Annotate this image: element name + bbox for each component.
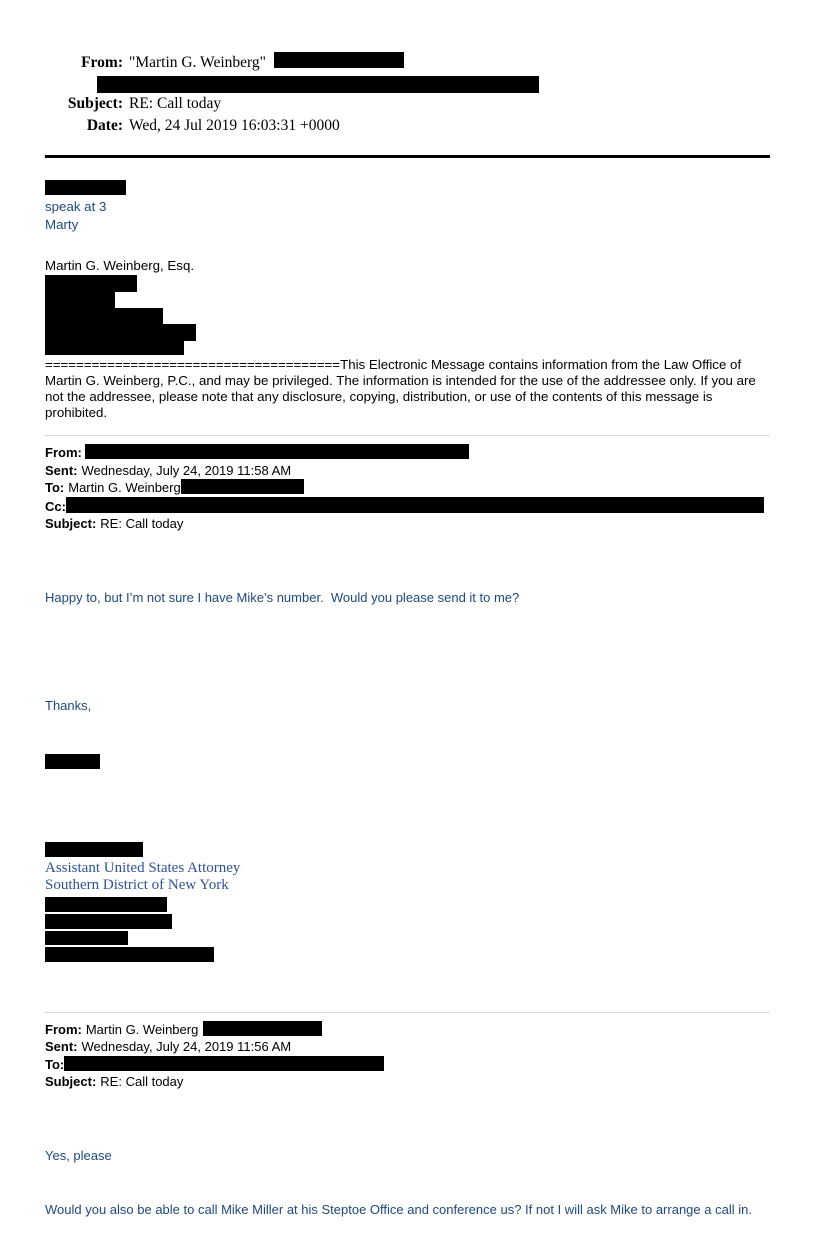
redaction-bar bbox=[181, 479, 304, 494]
subject-value: RE: Call today bbox=[129, 95, 222, 112]
email2-to-row bbox=[45, 479, 770, 497]
email3-to-row bbox=[45, 1056, 770, 1074]
redaction-bar bbox=[45, 292, 115, 308]
sent-label: Sent: bbox=[45, 1039, 78, 1054]
redaction-bar bbox=[66, 497, 764, 513]
from-value: "Martin G. Weinberg" bbox=[129, 54, 266, 71]
redaction-bar bbox=[45, 931, 128, 945]
redaction-bar bbox=[203, 1021, 322, 1036]
redaction-bar bbox=[45, 324, 196, 341]
email1-signature-name: Martin G. Weinberg, Esq. bbox=[45, 258, 195, 273]
from-label: From: bbox=[45, 1021, 82, 1037]
to-value: Martin G. Weinberg bbox=[68, 480, 181, 495]
email3-subject-row bbox=[45, 1073, 770, 1091]
redaction-bar bbox=[45, 914, 172, 929]
email1-disclaimer: ======================================This Electronic Message contains information from the Law Office of Martin G. Weinberg, P.C., and may be privileged. The information is intended for the use of the addressee only. If you are not the addressee, please note that any disclosure, copying, distribution, or use of the contents of this message is prohibited. bbox=[45, 357, 756, 420]
email-divider bbox=[45, 435, 770, 436]
blank-line bbox=[45, 234, 770, 257]
signature-title: Assistant United States Attorney bbox=[45, 859, 241, 876]
email-divider bbox=[45, 1012, 770, 1013]
email2-signature bbox=[45, 842, 770, 962]
email3-body bbox=[45, 1111, 770, 1255]
sent-label: Sent: bbox=[45, 462, 78, 478]
email2-subject-row bbox=[45, 515, 770, 533]
email2-sent-row bbox=[45, 462, 770, 480]
date-value: Wed, 24 Jul 2019 16:03:31 +0000 bbox=[129, 117, 340, 134]
to-label: To: bbox=[45, 1056, 65, 1072]
header-date-row bbox=[45, 115, 770, 137]
redaction-bar bbox=[45, 180, 126, 195]
date-label: Date: bbox=[86, 117, 123, 134]
email3-body-line2: Would you also be able to call Mike Miller at his Steptoe Office and conference us? If not I will ask Mike to arrange a call in. bbox=[45, 1201, 752, 1217]
email2-header bbox=[45, 444, 770, 533]
message-header bbox=[45, 52, 770, 137]
redaction-bar bbox=[85, 444, 469, 459]
redaction-bar bbox=[274, 52, 404, 68]
redaction-bar bbox=[45, 308, 163, 324]
email2-cc-row bbox=[45, 497, 770, 516]
from-label: From: bbox=[81, 54, 123, 71]
cc-label: Cc: bbox=[45, 498, 66, 514]
header-subject-row bbox=[45, 93, 770, 115]
signature-org: Southern District of New York bbox=[45, 877, 229, 893]
email3-header bbox=[45, 1021, 770, 1091]
subject-label: Subject: bbox=[45, 1074, 97, 1089]
email3-from-row bbox=[45, 1021, 770, 1039]
header-rule bbox=[45, 155, 770, 158]
email3-sent-row bbox=[45, 1038, 770, 1056]
redaction-bar bbox=[45, 842, 143, 857]
subject-value: RE: Call today bbox=[100, 1074, 184, 1089]
blank-line bbox=[45, 643, 770, 661]
redaction-bar bbox=[45, 754, 100, 769]
redaction-bar bbox=[45, 897, 167, 912]
sent-value: Wednesday, July 24, 2019 11:58 AM bbox=[81, 462, 292, 478]
subject-label: Subject: bbox=[45, 516, 97, 531]
redaction-bar bbox=[97, 76, 539, 93]
redaction-bar bbox=[45, 341, 184, 355]
from-label: From: bbox=[45, 445, 82, 460]
subject-label: Subject: bbox=[67, 95, 123, 112]
email2-body-line2: Thanks, bbox=[45, 697, 92, 713]
email3-body-line1: Yes, please bbox=[45, 1147, 112, 1163]
redaction-bar bbox=[45, 275, 137, 292]
subject-value: RE: Call today bbox=[100, 516, 184, 531]
document-content bbox=[45, 52, 770, 1255]
email2-body-line1: Happy to, but I’m not sure I have Mike’s number. Would you please send it to me? bbox=[45, 589, 520, 605]
redaction-bar bbox=[45, 947, 214, 962]
email1-body bbox=[45, 180, 770, 421]
email1-sign-off: Marty bbox=[45, 217, 79, 232]
redaction-bar bbox=[64, 1056, 384, 1071]
sent-value: Wednesday, July 24, 2019 11:56 AM bbox=[81, 1039, 292, 1054]
email2-from-row bbox=[45, 444, 770, 462]
email2-body bbox=[45, 553, 770, 805]
email1-reply-line: speak at 3 bbox=[45, 199, 107, 214]
to-label: To: bbox=[45, 480, 65, 495]
from-value: Martin G. Weinberg bbox=[85, 1021, 199, 1037]
header-recipients-row bbox=[45, 76, 770, 93]
header-from-row bbox=[45, 52, 770, 74]
